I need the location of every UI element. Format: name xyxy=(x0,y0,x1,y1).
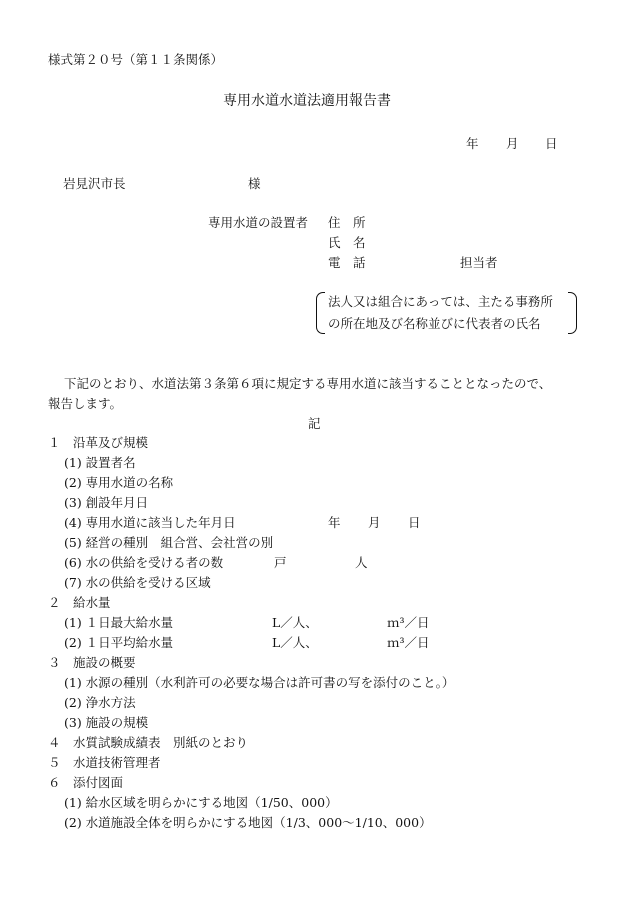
list-item: (1) 給水区域を明らかにする地図（1/50、000） xyxy=(64,795,338,810)
unit-per-day: ｍ³／日 xyxy=(387,635,430,650)
corporate-note-line-2: の所在地及び名称並びに代表者の氏名 xyxy=(328,316,541,331)
year-label: 年 xyxy=(328,515,341,530)
list-item: (3) 創設年月日 xyxy=(64,495,149,510)
date-month-label: 月 xyxy=(506,136,519,151)
list-item: (5) 経営の種別 組合営、会社営の別 xyxy=(64,535,274,550)
unit-per-person: L／人、 xyxy=(272,635,318,650)
intro-line-1: 下記のとおり、水道法第３条第６項に規定する専用水道に該当することとなったので、 xyxy=(64,376,552,391)
list-item: (1) 設置者名 xyxy=(64,455,136,470)
left-bracket-icon xyxy=(316,292,325,334)
addressee-name: 岩見沢市長 xyxy=(63,176,126,191)
list-item: (2) 専用水道の名称 xyxy=(64,475,174,490)
list-item: (2) 水道施設全体を明らかにする地図（1/3、000〜1/10、000） xyxy=(64,815,432,830)
document-title: 専用水道水道法適用報告書 xyxy=(223,93,391,109)
installer-label: 専用水道の設置者 xyxy=(208,215,309,230)
installer-name-label: 氏 名 xyxy=(328,235,366,250)
month-label: 月 xyxy=(368,515,381,530)
day-label: 日 xyxy=(408,515,421,530)
corporate-note-line-1: 法人又は組合にあっては、主たる事務所 xyxy=(328,294,553,309)
right-bracket-icon xyxy=(568,292,577,334)
ki-label: 記 xyxy=(308,416,321,431)
list-item: (4) 専用水道に該当した年月日 xyxy=(64,515,236,530)
section-heading: ６ 添付図面 xyxy=(48,775,124,790)
date-day-label: 日 xyxy=(545,136,558,151)
unit-per-day: ｍ³／日 xyxy=(387,615,430,630)
list-item: (2) 浄水方法 xyxy=(64,695,136,710)
persons-label: 人 xyxy=(355,555,368,570)
intro-line-2: 報告します。 xyxy=(48,396,123,411)
list-item: (2) １日平均給水量 xyxy=(64,635,174,650)
addressee-honorific: 様 xyxy=(248,176,261,191)
list-item: (1) 水源の種別（水利許可の必要な場合は許可書の写を添付のこと。） xyxy=(64,675,455,690)
list-item: (6) 水の供給を受ける者の数 xyxy=(64,555,224,570)
list-item: (1) １日最大給水量 xyxy=(64,615,174,630)
installer-phone-label: 電 話 xyxy=(328,255,366,270)
section-4-heading: ４ 水質試験成績表 別紙のとおり xyxy=(48,735,249,750)
section-heading: １ 沿革及び規模 xyxy=(48,435,149,450)
installer-contact-label: 担当者 xyxy=(460,255,498,270)
date-year-label: 年 xyxy=(466,136,479,151)
installer-address-label: 住 所 xyxy=(328,215,366,230)
section-heading: ２ 給水量 xyxy=(48,595,111,610)
form-number: 様式第２０号（第１１条関係） xyxy=(48,52,224,67)
section-5-heading: ５ 水道技術管理者 xyxy=(48,755,161,770)
section-heading: ３ 施設の概要 xyxy=(48,655,136,670)
list-item: (7) 水の供給を受ける区域 xyxy=(64,575,211,590)
list-item: (3) 施設の規模 xyxy=(64,715,149,730)
unit-per-person: L／人、 xyxy=(272,615,318,630)
households-label: 戸 xyxy=(274,555,287,570)
